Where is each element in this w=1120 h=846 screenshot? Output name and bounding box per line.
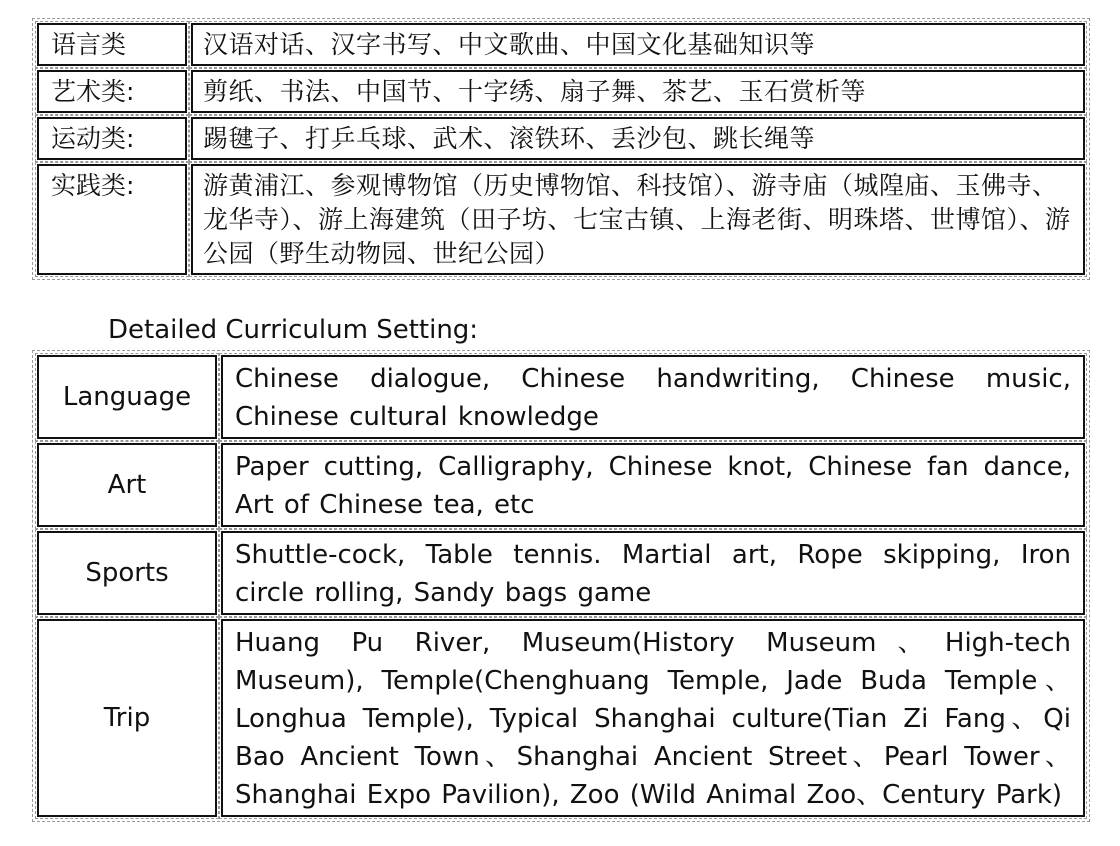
table-row [37,23,1085,66]
table-row [37,443,1085,527]
content-cell: 踢毽子、打乒乓球、武术、滚铁环、丢沙包、跳长绳等 [191,117,1085,160]
content-cell: 剪纸、书法、中国节、十字绣、扇子舞、茶艺、玉石赏析等 [191,70,1085,113]
section-heading: Detailed Curriculum Setting: [108,315,479,345]
category-cell: Art [37,443,217,527]
content-cell: 汉语对话、汉字书写、中文歌曲、中国文化基础知识等 [191,23,1085,66]
table-row [37,355,1085,439]
category-cell: 实践类: [37,164,187,275]
category-cell: Language [37,355,217,439]
content-cell: Paper cutting, Calligraphy, Chinese knot, Chinese fan dance, Art of Chinese tea, etc [221,443,1085,527]
content-cell: Chinese dialogue, Chinese handwriting, Chinese music, Chinese cultural knowledge [221,355,1085,439]
category-cell: 艺术类: [37,70,187,113]
category-cell: 运动类: [37,117,187,160]
table-row [37,619,1085,817]
category-cell: Trip [37,619,217,817]
content-cell: Huang Pu River, Museum(History Museum、High-tech Museum), Temple(Chenghuang Temple, Jade Buda Temple、Longhua Temple), Typical Shanghai culture(Tian Zi Fang、Qi Bao Ancient Town、Shanghai Ancient Street、Pearl Tower、Shanghai Expo Pavilion), Zoo (Wild Animal Zoo、Century Park) [221,619,1085,817]
table-row [37,531,1085,615]
table-row [37,164,1085,275]
content-cell: 游黄浦江、参观博物馆（历史博物馆、科技馆）、游寺庙（城隍庙、玉佛寺、龙华寺）、游上海建筑（田子坊、七宝古镇、上海老街、明珠塔、世博馆）、游公园（野生动物园、世纪公园） [191,164,1085,275]
category-cell: 语言类 [37,23,187,66]
english-curriculum-table [32,350,1090,822]
table-row [37,70,1085,113]
chinese-curriculum-table [32,18,1090,280]
category-cell: Sports [37,531,217,615]
table-row [37,117,1085,160]
content-cell: Shuttle-cock, Table tennis. Martial art, Rope skipping, Iron circle rolling, Sandy bags game [221,531,1085,615]
